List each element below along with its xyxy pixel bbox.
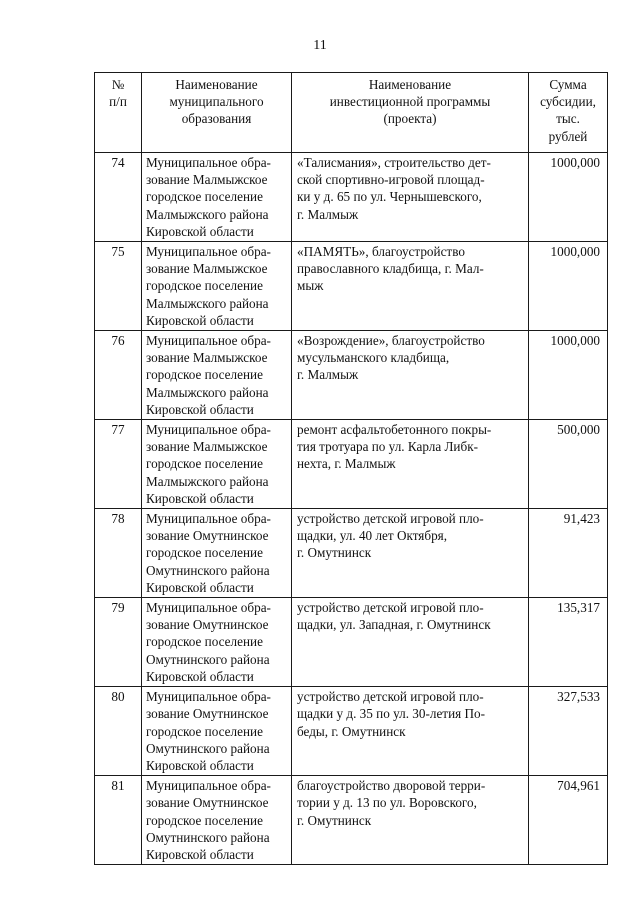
table-header-row: [95, 73, 608, 153]
header-num: [95, 73, 142, 153]
municipality-line: зование Малмыжское: [146, 350, 268, 366]
program-line: щадки, ул. 40 лет Октября,: [297, 528, 448, 544]
municipality-cell: [142, 776, 292, 865]
program-line: устройство детской игровой пло-: [297, 689, 484, 705]
program-cell: [292, 153, 529, 242]
program-line: ремонт асфальтобетонного покры-: [297, 422, 492, 438]
municipality-line: городское поселение: [146, 456, 263, 472]
municipality-line: Кировской области: [146, 579, 254, 595]
municipality-line: Омутнинского района: [146, 829, 270, 845]
row-number: 75: [95, 242, 142, 331]
subsidy-amount: 500,000: [529, 420, 608, 509]
header-program: [292, 73, 529, 153]
row-number: 74: [95, 153, 142, 242]
program-line: г. Омутнинск: [297, 812, 372, 828]
municipality-cell: [142, 331, 292, 420]
program-line: тия тротуара по ул. Карла Либк-: [297, 439, 478, 455]
municipality-cell: [142, 598, 292, 687]
table-row: [95, 687, 608, 776]
municipality-line: городское поселение: [146, 189, 263, 205]
row-number: 80: [95, 687, 142, 776]
municipality-line: Муниципальное обра-: [146, 600, 271, 616]
table-row: [95, 420, 608, 509]
header-line: Наименование: [368, 77, 452, 92]
municipality-line: Кировской области: [146, 668, 254, 684]
municipality-line: зование Омутнинское: [146, 795, 269, 811]
municipality-line: Малмыжского района: [146, 295, 269, 311]
subsidy-amount: 91,423: [529, 509, 608, 598]
program-line: ки у д. 65 по ул. Чернышевского,: [297, 189, 482, 205]
municipality-line: Кировской области: [146, 757, 254, 773]
program-line: «ПАМЯТЬ», благоустройство: [297, 244, 465, 260]
header-sum: [529, 73, 608, 153]
municipality-line: зование Малмыжское: [146, 261, 268, 277]
program-line: «Талисмания», строительство дет-: [297, 155, 491, 170]
program-line: устройство детской игровой пло-: [297, 511, 484, 527]
page-number: 11: [313, 38, 327, 53]
table-row: [95, 331, 608, 420]
program-line: нехта, г. Малмыж: [297, 456, 396, 472]
subsidy-amount: 1000,000: [529, 153, 608, 242]
program-cell: [292, 598, 529, 687]
table-row: [95, 509, 608, 598]
header-line: Сумма: [549, 77, 587, 92]
municipality-cell: [142, 242, 292, 331]
municipality-line: Омутнинского района: [146, 740, 270, 756]
municipality-line: Муниципальное обра-: [146, 333, 271, 349]
municipality-line: зование Омутнинское: [146, 528, 269, 544]
municipality-line: зование Омутнинское: [146, 706, 269, 722]
subsidy-amount: 135,317: [529, 598, 608, 687]
municipality-line: Кировской области: [146, 490, 254, 506]
municipality-line: Муниципальное обра-: [146, 689, 271, 705]
table-body: [95, 153, 608, 865]
municipality-line: Омутнинского района: [146, 562, 270, 578]
municipality-line: Кировской области: [146, 312, 254, 328]
program-line: беды, г. Омутнинск: [297, 723, 406, 739]
header-line: субсидии,: [540, 94, 596, 110]
table-row: [95, 776, 608, 865]
header-municipality: [142, 73, 292, 153]
municipality-line: зование Малмыжское: [146, 172, 268, 188]
header-line: Наименование: [175, 77, 258, 92]
program-line: православного кладбища, г. Мал-: [297, 261, 484, 277]
municipality-line: Кировской области: [146, 846, 254, 862]
program-line: благоустройство дворовой терри-: [297, 778, 486, 794]
program-line: щадки, ул. Западная, г. Омутнинск: [297, 617, 491, 633]
program-line: г. Омутнинск: [297, 545, 372, 561]
header-line: муниципального: [169, 94, 264, 110]
header-line: образования: [181, 111, 252, 127]
program-line: устройство детской игровой пло-: [297, 600, 484, 616]
municipality-line: зование Омутнинское: [146, 617, 269, 633]
municipality-line: Муниципальное обра-: [146, 511, 271, 527]
program-line: тории у д. 13 по ул. Воровского,: [297, 795, 477, 811]
municipality-line: Омутнинского района: [146, 651, 270, 667]
subsidy-amount: 1000,000: [529, 242, 608, 331]
municipality-cell: [142, 153, 292, 242]
program-cell: [292, 242, 529, 331]
municipality-line: городское поселение: [146, 367, 263, 383]
municipality-cell: [142, 420, 292, 509]
program-line: мыж: [297, 278, 324, 294]
municipality-line: городское поселение: [146, 634, 263, 650]
header-line: №: [111, 77, 125, 92]
subsidy-amount: 327,533: [529, 687, 608, 776]
municipality-line: Кировской области: [146, 401, 254, 417]
subsidy-amount: 1000,000: [529, 331, 608, 420]
header-line: тыс.: [556, 111, 580, 127]
program-line: щадки у д. 35 по ул. 30-летия По-: [297, 706, 485, 722]
header-line: п/п: [109, 94, 127, 110]
row-number: 78: [95, 509, 142, 598]
program-line: ской спортивно-игровой площад-: [297, 172, 485, 188]
table-row: [95, 242, 608, 331]
program-cell: [292, 509, 529, 598]
subsidy-amount: 704,961: [529, 776, 608, 865]
program-line: г. Малмыж: [297, 206, 359, 222]
row-number: 81: [95, 776, 142, 865]
municipality-line: Малмыжского района: [146, 473, 269, 489]
municipality-line: Муниципальное обра-: [146, 155, 271, 170]
municipality-line: зование Малмыжское: [146, 439, 268, 455]
municipality-line: городское поселение: [146, 545, 263, 561]
table-row: [95, 598, 608, 687]
program-cell: [292, 331, 529, 420]
subsidy-table: [94, 72, 608, 865]
table-row: [95, 153, 608, 242]
program-cell: [292, 420, 529, 509]
municipality-line: Муниципальное обра-: [146, 422, 271, 438]
program-cell: [292, 776, 529, 865]
row-number: 77: [95, 420, 142, 509]
row-number: 79: [95, 598, 142, 687]
program-line: мусульманского кладбища,: [297, 350, 450, 366]
municipality-line: Муниципальное обра-: [146, 778, 271, 794]
program-cell: [292, 687, 529, 776]
municipality-cell: [142, 509, 292, 598]
municipality-line: Малмыжского района: [146, 384, 269, 400]
program-line: «Возрождение», благоустройство: [297, 333, 485, 349]
municipality-line: Малмыжского района: [146, 206, 269, 222]
header-line: (проекта): [383, 111, 437, 127]
municipality-line: Муниципальное обра-: [146, 244, 271, 260]
header-line: рублей: [548, 128, 588, 144]
municipality-line: городское поселение: [146, 723, 263, 739]
row-number: 76: [95, 331, 142, 420]
program-line: г. Малмыж: [297, 367, 359, 383]
municipality-line: городское поселение: [146, 278, 263, 294]
municipality-cell: [142, 687, 292, 776]
municipality-line: Кировской области: [146, 223, 254, 239]
header-line: инвестиционной программы: [329, 94, 491, 110]
municipality-line: городское поселение: [146, 812, 263, 828]
